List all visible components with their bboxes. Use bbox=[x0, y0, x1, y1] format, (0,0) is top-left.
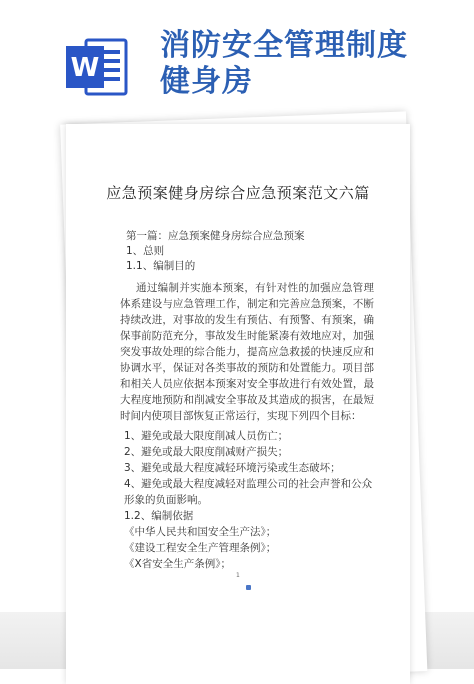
document-line: 第一篇：应急预案健身房综合应急预案 bbox=[126, 230, 305, 242]
header-title-line1: 消防安全管理制度 bbox=[160, 28, 408, 63]
word-icon bbox=[64, 34, 130, 100]
paragraph-text: 通过编制并实施本预案，有针对性的加强应急管理体系建设与应急管理工作，制定和完善应急预案，不断持续改进，对事故的发生有预估、有预警、有预案，确保事前防范充分，事故发生时能紧凑有效地应对，加强突发事故处理的综合能力，提高应急救援的快速反应和协调水平，保证对各类事故的预防和处置能力。项目部和相关人员应依据本预案对安全事故进行有效处置，最大程度地预防和削减安全事故及其造成的损害，在最短时间内使项目部恢复正常运行，实现下列四个目标： bbox=[120, 282, 374, 422]
document-line: 1.1、编制目的 bbox=[126, 260, 196, 272]
document-title: 应急预案健身房综合应急预案范文六篇 bbox=[106, 184, 370, 202]
svg-text:W: W bbox=[70, 53, 100, 83]
document-paragraph bbox=[120, 280, 374, 424]
document-body bbox=[120, 229, 374, 572]
basis-item: 《中华人民共和国安全生产法》； bbox=[124, 526, 277, 538]
goal-item: 1、避免或最大限度削减人员伤亡； bbox=[124, 430, 289, 442]
goal-item: 2、避免或最大限度削减财产损失； bbox=[124, 446, 289, 458]
basis-item: 《X省安全生产条例》； bbox=[124, 558, 231, 570]
document-page bbox=[66, 124, 410, 684]
goal-item: 3、避免或最大程度减轻环境污染或生态破坏； bbox=[124, 462, 341, 474]
document-line: 1、总则 bbox=[126, 245, 165, 257]
basis-heading: 1.2、编制依据 bbox=[124, 510, 194, 522]
header-title bbox=[160, 28, 460, 100]
document-preview bbox=[60, 118, 414, 670]
header-title-line2: 健身房 bbox=[160, 64, 253, 99]
header-banner bbox=[0, 0, 474, 125]
page-marker bbox=[246, 585, 251, 590]
basis-item: 《建设工程安全生产管理条例》； bbox=[124, 542, 277, 554]
page-number: 1 bbox=[236, 572, 240, 579]
goal-item: 4、避免或最大程度减轻对监理公司的社会声誉和公众形象的负面影响。 bbox=[124, 478, 373, 506]
